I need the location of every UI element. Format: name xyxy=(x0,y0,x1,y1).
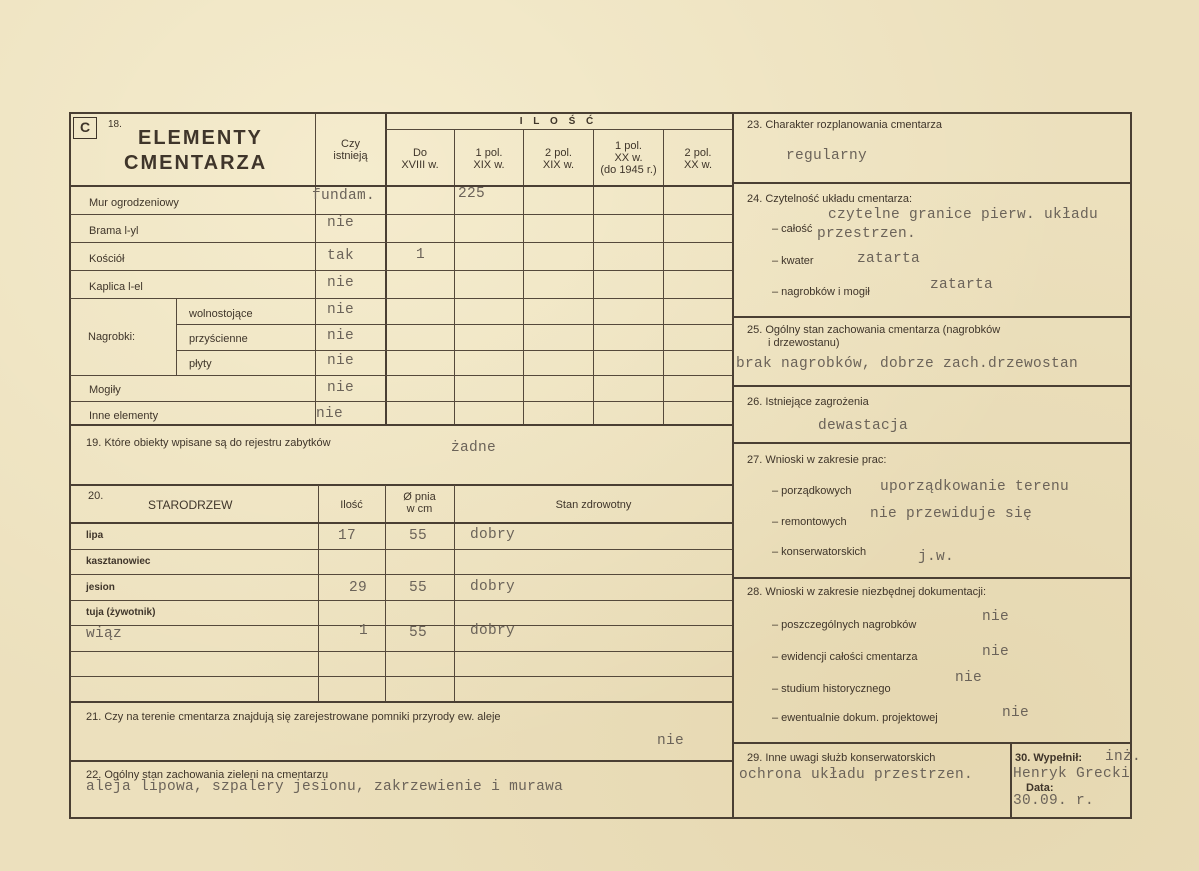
star-row-line xyxy=(70,600,732,601)
q24-calosc-label: – całość xyxy=(772,223,813,235)
q25-value: brak nagrobków, dobrze zach.drzewostan xyxy=(736,356,1079,372)
tree-count: 29 xyxy=(349,580,368,596)
row-line xyxy=(70,401,732,402)
period-2pol-xx: 2 pol. XX w. xyxy=(683,147,713,171)
period-do-xviii: Do XVIII w. xyxy=(401,147,439,171)
starodrzew-title: STARODRZEW xyxy=(148,498,233,512)
q24-calosc-value1: czytelne granice pierw. układu xyxy=(828,207,1099,223)
star-sep xyxy=(318,485,319,701)
title-line2: CMENTARZA xyxy=(124,152,268,174)
c-box: C xyxy=(73,117,97,139)
q28-item-value: nie xyxy=(982,644,1010,660)
period-1pol-xx: 1 pol. XX w. (do 1945 r.) xyxy=(600,140,657,176)
col-pnia: Ø pnia w cm xyxy=(403,491,436,515)
q27-remontowych-value: nie przewiduje się xyxy=(870,506,1033,522)
element-exists: fundam. xyxy=(312,188,376,204)
element-label: Kaplica l-el xyxy=(89,281,143,293)
col-stan: Stan zdrowotny xyxy=(555,499,632,511)
element-exists: nie xyxy=(327,328,355,344)
q21-bottom xyxy=(70,760,732,762)
star-bottom xyxy=(70,701,732,703)
col-ilosc: Ilość xyxy=(340,499,363,511)
title-line1: ELEMENTY xyxy=(138,127,263,149)
section-18-number: 18. xyxy=(108,119,122,130)
element-exists: nie xyxy=(327,215,355,231)
nagrobki-sep xyxy=(176,298,177,375)
row-line xyxy=(70,424,732,426)
element-label: Mogiły xyxy=(89,384,121,396)
period-1pol-xix: 1 pol. XIX w. xyxy=(473,147,505,171)
q30-by: inż. xyxy=(1105,749,1142,765)
q24-nagrobkow-value: zatarta xyxy=(930,277,994,293)
count-cell: 1 xyxy=(416,247,426,263)
q25-label2: i drzewostanu) xyxy=(768,337,840,349)
star-row-line xyxy=(70,676,732,677)
q28-item-label: – poszczególnych nagrobków xyxy=(772,619,917,631)
element-label: płyty xyxy=(189,358,212,370)
q27-remontowych-label: – remontowych xyxy=(772,516,847,528)
q22-label: 22. Ogólny stan zachowania zieleni na cmentarzu xyxy=(86,769,329,781)
element-label: Brama l-yl xyxy=(89,225,139,237)
row-line xyxy=(70,375,732,376)
tree-diameter: 55 xyxy=(409,580,428,596)
tree-count: 1 xyxy=(359,623,369,639)
q25-bottom xyxy=(733,385,1131,387)
q27-bottom xyxy=(733,577,1131,579)
q28-bottom xyxy=(733,742,1131,744)
tree-species: kasztanowiec xyxy=(86,556,151,567)
element-label: Inne elementy xyxy=(89,410,159,422)
center-divider xyxy=(732,112,734,819)
tree-diameter: 55 xyxy=(409,528,428,544)
q27-konserwatorskich-label: – konserwatorskich xyxy=(772,546,867,558)
q28-item-label: – ewentualnie dokum. projektowej xyxy=(772,712,938,724)
q28-item-value: nie xyxy=(982,609,1010,625)
q30-name: Henryk Grecki xyxy=(1013,766,1131,782)
tree-count: 17 xyxy=(338,528,357,544)
q26-bottom xyxy=(733,442,1131,444)
tree-health: dobry xyxy=(470,623,516,639)
col-sep-4 xyxy=(663,130,664,425)
q24-kwater-value: zatarta xyxy=(857,251,921,267)
tree-species: jesion xyxy=(86,582,115,593)
q29-label: 29. Inne uwagi służb konserwatorskich xyxy=(747,752,936,764)
period-2pol-xix: 2 pol. XIX w. xyxy=(542,147,575,171)
q24-nagrobkow-label: – nagrobków i mogił xyxy=(772,286,870,298)
nagrobki-label: Nagrobki: xyxy=(88,331,136,343)
q28-item-value: nie xyxy=(1002,705,1030,721)
header-bottom xyxy=(70,185,732,187)
element-exists: tak xyxy=(327,248,355,264)
q23-value: regularny xyxy=(786,148,868,164)
element-exists: nie xyxy=(327,380,355,396)
q24-label: 24. Czytelność układu cmentarza: xyxy=(747,193,913,205)
col-sep-2 xyxy=(523,130,524,425)
element-exists: nie xyxy=(327,275,355,291)
q24-calosc-value2: przestrzen. xyxy=(817,226,917,242)
q21-label: 21. Czy na terenie cmentarza znajdują się zarejestrowane pomniki przyrody ew. aleje xyxy=(86,711,501,723)
q29-q30-sep xyxy=(1010,742,1012,819)
row-line xyxy=(70,270,732,271)
q25-label1: 25. Ogólny stan zachowania cmentarza (nagrobków xyxy=(747,324,1001,336)
star-sep xyxy=(385,485,386,701)
tree-health: dobry xyxy=(470,579,516,595)
row-line xyxy=(176,350,732,351)
tree-health: dobry xyxy=(470,527,516,543)
czy-istnieja-header: Czy istnieją xyxy=(333,138,368,162)
q29-value: ochrona układu przestrzen. xyxy=(739,767,974,783)
row-line xyxy=(70,298,732,299)
q30-label: 30. Wypełnił: xyxy=(1015,752,1083,764)
star-row-line xyxy=(70,651,732,652)
count-cell: 225 xyxy=(458,186,486,202)
q27-porzadkowych-value: uporządkowanie terenu xyxy=(880,479,1070,495)
star-row-line xyxy=(70,549,732,550)
q21-value: nie xyxy=(657,733,685,749)
element-exists: nie xyxy=(327,302,355,318)
q28-item-value: nie xyxy=(955,670,983,686)
element-label: wolnostojące xyxy=(189,308,253,320)
q26-label: 26. Istniejące zagrożenia xyxy=(747,396,869,408)
star-header-bottom xyxy=(70,522,732,524)
element-exists: nie xyxy=(327,353,355,369)
q24-bottom xyxy=(733,316,1131,318)
element-label: przyścienne xyxy=(189,333,248,345)
col-sep-1 xyxy=(454,130,455,425)
q23-bottom xyxy=(733,182,1131,184)
row-line xyxy=(176,324,732,325)
q24-kwater-label: – kwater xyxy=(772,255,814,267)
q27-porzadkowych-label: – porządkowych xyxy=(772,485,852,497)
element-label: Mur ogrodzeniowy xyxy=(89,197,179,209)
q30-date-label: Data: xyxy=(1026,782,1054,794)
element-label: Kościół xyxy=(89,253,125,265)
element-exists: nie xyxy=(316,406,344,422)
tree-species: lipa xyxy=(86,530,104,541)
ilosc-underline xyxy=(385,129,732,130)
star-sep xyxy=(454,485,455,701)
q19-bottom xyxy=(70,484,732,486)
ilosc-header: I L O Ś Ć xyxy=(519,116,598,127)
star-row-line xyxy=(70,625,732,626)
q28-item-label: – ewidencji całości cmentarza xyxy=(772,651,918,663)
tree-species: tuja (żywotnik) xyxy=(86,607,156,618)
q23-label: 23. Charakter rozplanowania cmentarza xyxy=(747,119,943,131)
q19-value: żadne xyxy=(451,440,497,456)
q22-value: aleja lipowa, szpalery jesionu, zakrzewienie i murawa xyxy=(86,779,564,795)
q27-konserwatorskich-value: j.w. xyxy=(918,549,955,565)
row-line xyxy=(70,214,732,215)
q28-label: 28. Wnioski w zakresie niezbędnej dokumentacji: xyxy=(747,586,987,598)
tree-diameter: 55 xyxy=(409,625,428,641)
star-row-line xyxy=(70,574,732,575)
q20-number: 20. xyxy=(88,490,104,502)
q19-label: 19. Które obiekty wpisane są do rejestru zabytków xyxy=(86,437,331,449)
row-line xyxy=(70,242,732,243)
q28-item-label: – studium historycznego xyxy=(772,683,891,695)
q30-date: 30.09. r. xyxy=(1013,793,1095,809)
q27-label: 27. Wnioski w zakresie prac: xyxy=(747,454,887,466)
tree-species: wiąz xyxy=(86,626,123,642)
q26-value: dewastacja xyxy=(818,418,909,434)
